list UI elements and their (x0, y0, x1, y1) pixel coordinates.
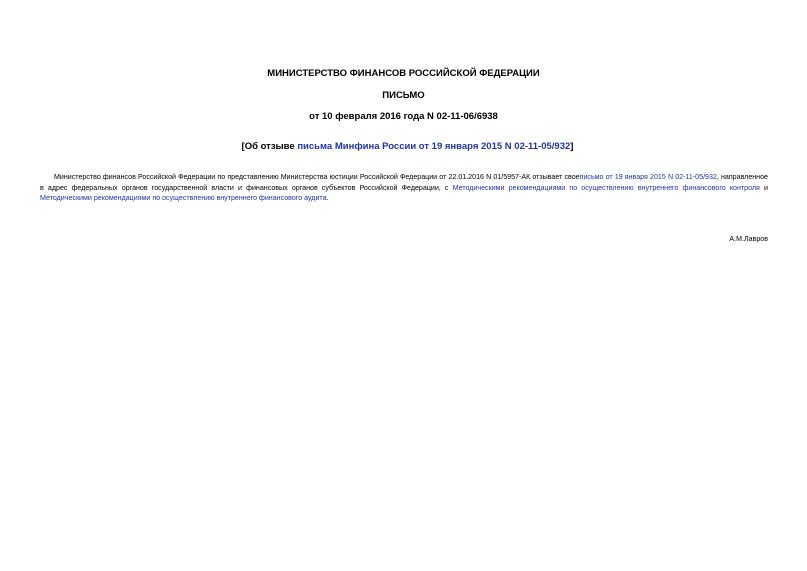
body-text-4: . (326, 194, 329, 202)
body-text-2: , направленное в адрес федеральных органов государственной власти и финансовых органов субъектов Российской Федерации, с (40, 173, 768, 192)
body-link-control-recommendations[interactable]: Методическими рекомендациями по осуществлению внутреннего финансового контроля (452, 183, 760, 192)
body-paragraph (40, 172, 768, 204)
body-link-audit-recommendations[interactable]: Методическими рекомендациями по осуществлению внутреннего финансового аудита (40, 194, 327, 202)
document-type: ПИСЬМО (382, 90, 425, 101)
subject-prefix: [Об отзыве (241, 141, 298, 152)
ministry-heading: МИНИСТЕРСТВО ФИНАНСОВ РОССИЙСКОЙ ФЕДЕРАЦИИ (267, 68, 540, 79)
signature: А.М.Лавров (729, 235, 768, 243)
document-date-number: от 10 февраля 2016 года N 02-11-06/6938 (309, 111, 498, 122)
subject-suffix: ] (570, 141, 574, 152)
subject-link[interactable]: письма Минфина России от 19 января 2015 N 02-11-05/932 (297, 141, 571, 152)
document-subject (4, 141, 807, 153)
body-link-letter[interactable]: письмо от 19 января 2015 N 02-11-05/932 (579, 173, 717, 181)
body-text-3: и (759, 183, 769, 192)
body-text-1: Министерство финансов Российской Федерации по представлению Министерства юстиции Российской Федерации от 22.01.2016 N 01/5957-АК отзывает свое (54, 173, 580, 181)
